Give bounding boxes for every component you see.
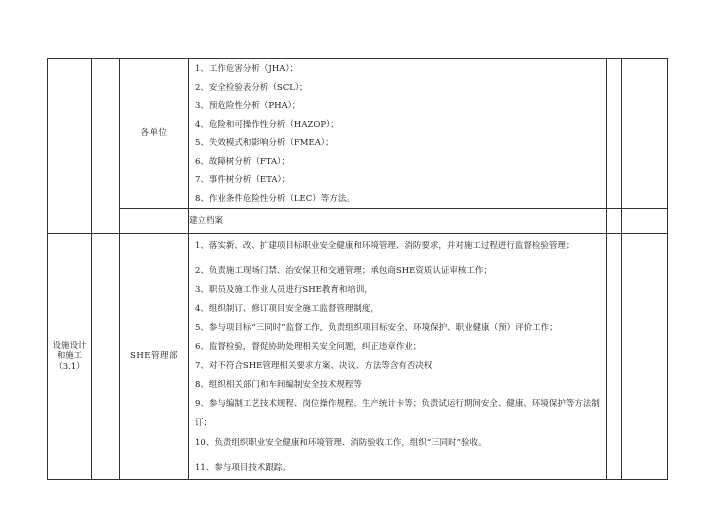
- list-item: 8、作业条件危险性分析（LEC）等方法。: [195, 193, 355, 204]
- list-item: 6、故障树分析（FTA）；: [195, 156, 290, 167]
- remarks-cell: [622, 234, 668, 480]
- blank-cell: [607, 234, 622, 480]
- archive-cell: 建立档案: [189, 209, 607, 234]
- category-label-line: 设施设计: [52, 341, 87, 352]
- category-label-line: 和施工: [56, 351, 83, 362]
- list-item: 2、负责施工现场门禁、治安保卫和交通管理；承包商SHE资质认证审核工作；: [195, 266, 492, 276]
- list-item: 5、参与项目标“三同时”监督工作，负责组织项目标安全、环境保护、职业健康（预）评价工作；: [195, 323, 558, 333]
- list-item: 3、职员及施工作业人员进行SHE教育和培训，: [195, 285, 373, 295]
- remarks-cell: [622, 59, 668, 209]
- list-item: 1、落实新、改、扩建项目标职业安全健康和环境管理、消防要求，并对施工过程进行监督检验管理；: [195, 241, 575, 251]
- remarks-cell: [622, 209, 668, 234]
- unit-cell: 各单位: [120, 59, 189, 209]
- list-item: 9、参与编制工艺技术规程、岗位操作规程、生产统计卡等；负责试运行期间安全、健康、环境保护等方法制订；: [195, 399, 600, 428]
- list-item: 3、预危险性分析（PHA）；: [195, 101, 301, 111]
- blank-cell: [607, 209, 622, 234]
- list-item: 1、工作危害分析（JHA）；: [195, 64, 299, 74]
- list-item: 6、监督检验，督促协助处理相关安全问题，纠正违章作业；: [195, 342, 422, 352]
- analysis-method-list: [189, 59, 606, 208]
- list-item: 7、事件树分析（ETA）；: [195, 175, 291, 185]
- list-item: 4、组织制订、修订项目安全施工监督管理制度，: [195, 304, 379, 314]
- category-cell-empty: [48, 59, 92, 234]
- table-row: [48, 234, 668, 480]
- list-item: 8、组织相关部门和车间编制安全技术规程等: [195, 380, 362, 390]
- content-cell: [189, 59, 607, 209]
- code-cell-empty: [92, 234, 120, 480]
- list-item: 10、负责组织职业安全健康和环境管理、消防验收工作，组织“三同时”验收。: [195, 438, 487, 448]
- responsibility-table: [47, 58, 668, 480]
- list-item: 4、危险和可操作性分析（HAZOP）；: [195, 119, 339, 130]
- unit-cell: SHE管理部: [120, 234, 189, 480]
- blank-cell: [607, 59, 622, 209]
- content-cell: [189, 234, 607, 480]
- category-cell: [48, 234, 92, 480]
- code-cell-empty: [92, 59, 120, 234]
- list-item: 2、安全检验表分析（SCL）；: [195, 82, 308, 93]
- list-item: 5、失效模式和影响分析（FMEA）；: [195, 138, 334, 148]
- unit-cell-empty: [120, 209, 189, 234]
- list-item: 7、对不符合SHE管理相关要求方案、决议、方法等含有否决权: [195, 361, 433, 371]
- list-item: 11、参与项目技术跟踪。: [195, 463, 291, 473]
- table-row: [48, 59, 668, 209]
- category-label-line: （3.1）: [54, 361, 85, 372]
- table-row: [48, 209, 668, 234]
- responsibility-list: [189, 234, 606, 479]
